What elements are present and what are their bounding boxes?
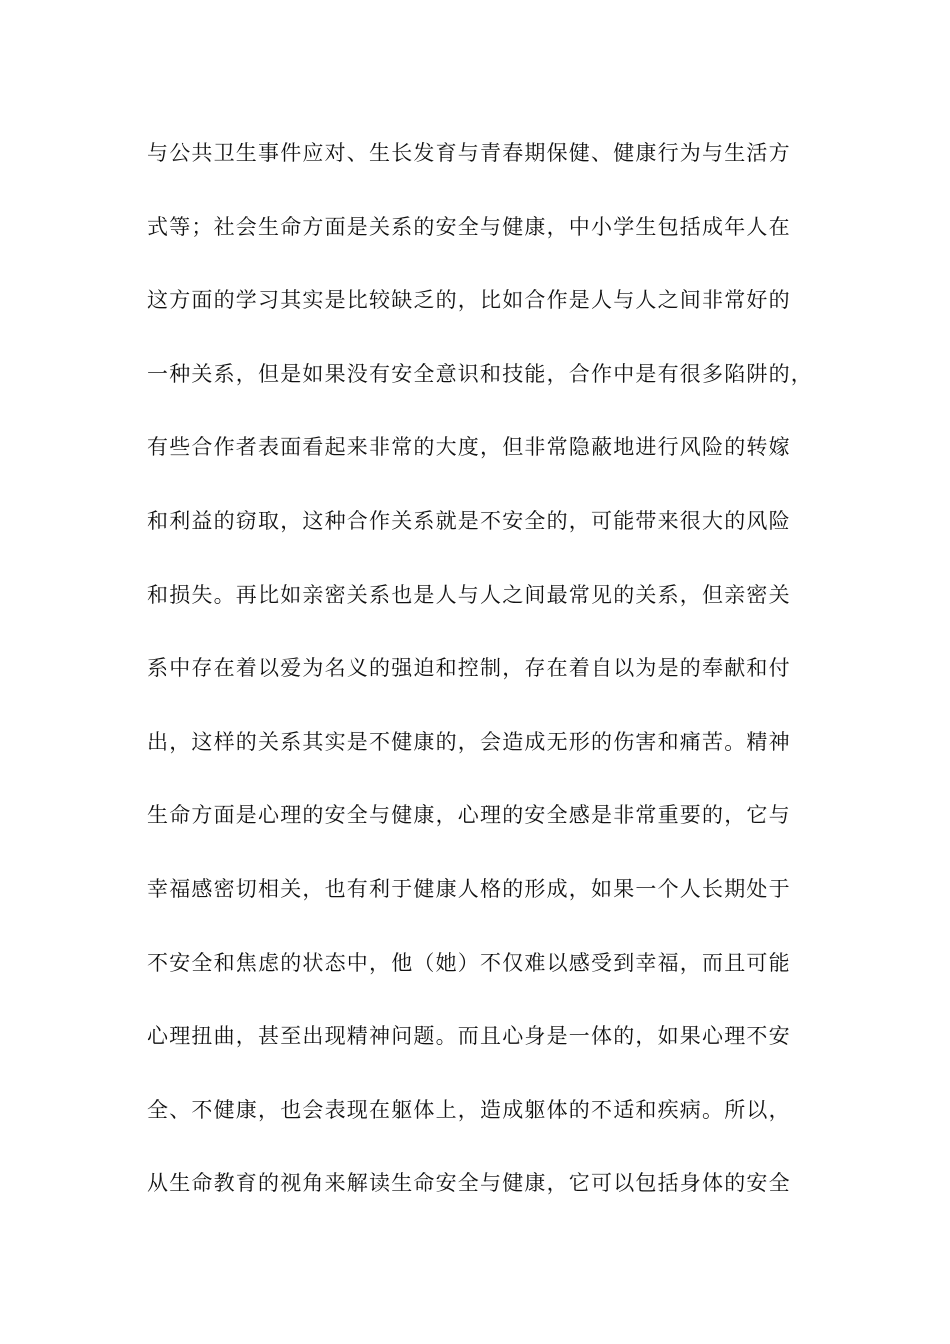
body-paragraph bbox=[147, 138, 813, 1242]
text-line: 和利益的窃取，这种合作关系就是不安全的，可能带来很大的风险 bbox=[147, 508, 791, 533]
text-line: 与公共卫生事件应对、生长发育与青春期保健、健康行为与生活方 bbox=[147, 141, 791, 165]
text-line: 幸福感密切相关，也有利于健康人格的形成，如果一个人长期处于 bbox=[147, 876, 791, 901]
text-line: 系中存在着以爱为名义的强迫和控制，存在着自以为是的奉献和付 bbox=[147, 656, 791, 681]
text-line: 出，这样的关系其实是不健康的，会造成无形的伤害和痛苦。精神 bbox=[147, 729, 791, 754]
text-line: 有些合作者表面看起来非常的大度，但非常隐蔽地进行风险的转嫁 bbox=[147, 435, 791, 460]
text-line: 从生命教育的视角来解读生命安全与健康，它可以包括身体的安全 bbox=[147, 1171, 791, 1196]
text-line: 式等；社会生命方面是关系的安全与健康，中小学生包括成年人在 bbox=[147, 214, 791, 239]
text-line: 生命方面是心理的安全与健康，心理的安全感是非常重要的，它与 bbox=[147, 803, 791, 828]
text-line: 一种关系，但是如果没有安全意识和技能，合作中是有很多陷阱的， bbox=[147, 361, 813, 386]
text-line: 这方面的学习其实是比较缺乏的，比如合作是人与人之间非常好的 bbox=[147, 288, 791, 313]
text-line: 不安全和焦虑的状态中，他（她）不仅难以感受到幸福，而且可能 bbox=[147, 950, 791, 975]
text-line: 心理扭曲，甚至出现精神问题。而且心身是一体的，如果心理不安 bbox=[147, 1024, 791, 1049]
text-line: 和损失。再比如亲密关系也是人与人之间最常见的关系，但亲密关 bbox=[147, 582, 791, 607]
text-line: 全、不健康，也会表现在躯体上，造成躯体的不适和疾病。所以， bbox=[147, 1097, 791, 1122]
